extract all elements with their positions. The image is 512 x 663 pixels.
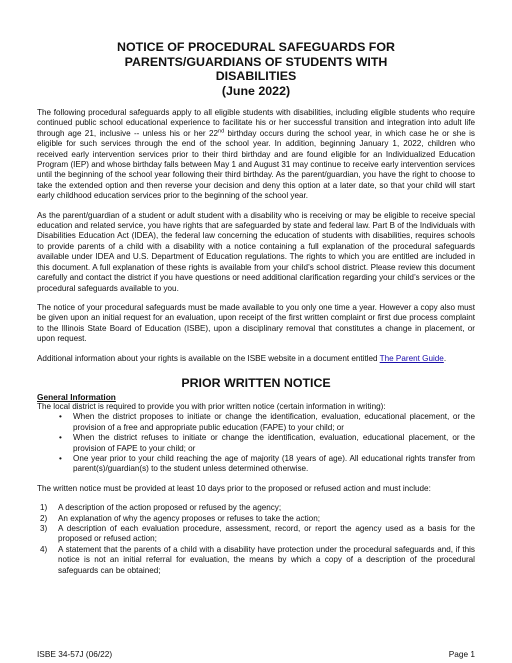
subheading-general-information: General Information <box>37 391 116 402</box>
pwn-lead-text: The local district is required to provide you with prior written notice (certain information in writing): <box>37 401 386 411</box>
list-item <box>37 454 475 475</box>
title-line-3: DISABILITIES <box>215 69 297 83</box>
document-title <box>37 40 475 98</box>
item-text: An explanation of why the agency proposes or refuses to take the action; <box>58 513 320 523</box>
list-item <box>37 514 475 524</box>
bullet-icon: • <box>59 433 62 443</box>
intro-paragraph-additional-info <box>37 354 475 364</box>
intro-paragraph-rights: As the parent/guardian of a student or adult student with a disability who is receiving or may be eligible to receive special education and related service, you have rights that are safeguarded by state and federal law. Part B of the Individuals with Disabilities Education Act (IDEA), the federal law concerning the education of students with disabilities, requires schools to provide parents of a child with a disability with a notice containing a full explanation of the procedural safeguards available under IDEA and U.S. Department of Education regulations. The rights to which you are entitled are included in this document. A full explanation of these rights is available from your child’s school district. Please review this document carefully and contact the district if you have questions or need additional clarification regarding your child’s services or the procedural safeguards available to you. <box>37 210 475 293</box>
item-text: A description of each evaluation procedure, assessment, record, or report the agency used as a basis for the proposed or refused action; <box>58 524 475 544</box>
title-line-2: PARENTS/GUARDIANS OF STUDENTS WITH <box>124 54 388 69</box>
additional-info-text: Additional information about your rights is available on the ISBE website in a document entitled <box>37 353 380 363</box>
intro-paragraph-eligibility <box>37 108 475 202</box>
bullet-icon: • <box>59 412 62 422</box>
item-text: A description of the action proposed or refused by the agency; <box>58 503 282 513</box>
additional-info-suffix: . <box>443 353 447 363</box>
form-identifier: ISBE 34-57J (06/22) <box>37 649 113 659</box>
list-item <box>37 503 475 513</box>
item-text: A statement that the parents of a child with a disability have protection under the procedural safeguards and, if this notice is not an initial referral for evaluation, the means by which a copy of a description of the procedural safeguards can be obtained; <box>58 544 475 575</box>
pwn-requirement-text: The written notice must be provided at least 10 days prior to the proposed or refused action and must include: <box>37 483 431 493</box>
bullet-text: When the district proposes to initiate or change the identification, evaluation, educational placement, or the provision of a free and appropriate public education (FAPE) to your child; or <box>73 412 475 432</box>
intro-paragraph-notice-frequency: The notice of your procedural safeguards must be made available to you only one time a year. However a copy also must be given upon an initial request for an evaluation, upon receipt of the first written complaint or first due process complaint to the Illinois State Board of Education (ISBE), upon a disciplinary removal that constitutes a change in placement, or upon request. <box>37 302 475 344</box>
section-heading-prior-written-notice: PRIOR WRITTEN NOTICE <box>181 375 331 390</box>
list-item <box>37 524 475 545</box>
page-number: Page 1 <box>448 649 475 659</box>
bullet-icon: • <box>59 453 62 463</box>
ordinal-superscript: nd <box>218 128 225 135</box>
title-line-1: NOTICE OF PROCEDURAL SAFEGUARDS FOR <box>117 40 395 54</box>
list-item <box>37 412 475 433</box>
list-item <box>37 433 475 454</box>
title-date: (June 2022) <box>221 83 291 98</box>
item-number: 3) <box>40 524 48 533</box>
item-number: 2) <box>40 513 48 523</box>
parent-guide-link[interactable]: The Parent Guide <box>379 353 444 363</box>
bullet-text: One year prior to your child reaching the age of majority (18 years of age). All educational rights transfer from parent(s)/guardian(s) to the student unless determined otherwise. <box>73 453 475 474</box>
intro-text-part: The following procedural safeguards apply to all eligible students with disabilities, including eligible students who require continued public school educational experience to facilitate his or her successful transition and integration into adult life through age 21, inclusive -- unless his or her 22 <box>37 108 475 138</box>
item-number: 4) <box>40 544 48 554</box>
page-footer <box>37 649 475 659</box>
list-item <box>37 545 475 576</box>
intro-text-part: birthday occurs during the school year, in which case he or she is eligible for such services through the end of the school year. In addition, beginning January 1, 2022, children who received early intervention services prior to their third birthday and are found eligible for an Individualized Education Program (IEP) and whose birthday falls between May 1 and August 31 may continue to receive early intervention services until the beginning of the school year following their third birthday. As the parent/guardian, you have the right to choose to take the extended option and then reverse your decision and deny this option at a later date, so that your child will start early childhood education services prior to the beginning of the school year. <box>37 128 475 201</box>
item-number: 1) <box>40 503 48 513</box>
pwn-numbered-list <box>37 503 475 576</box>
bullet-text: When the district refuses to initiate or change the identification, evaluation, educational placement, or the provision of FAPE to your child; or <box>73 433 475 453</box>
pwn-bullet-list <box>37 412 475 474</box>
